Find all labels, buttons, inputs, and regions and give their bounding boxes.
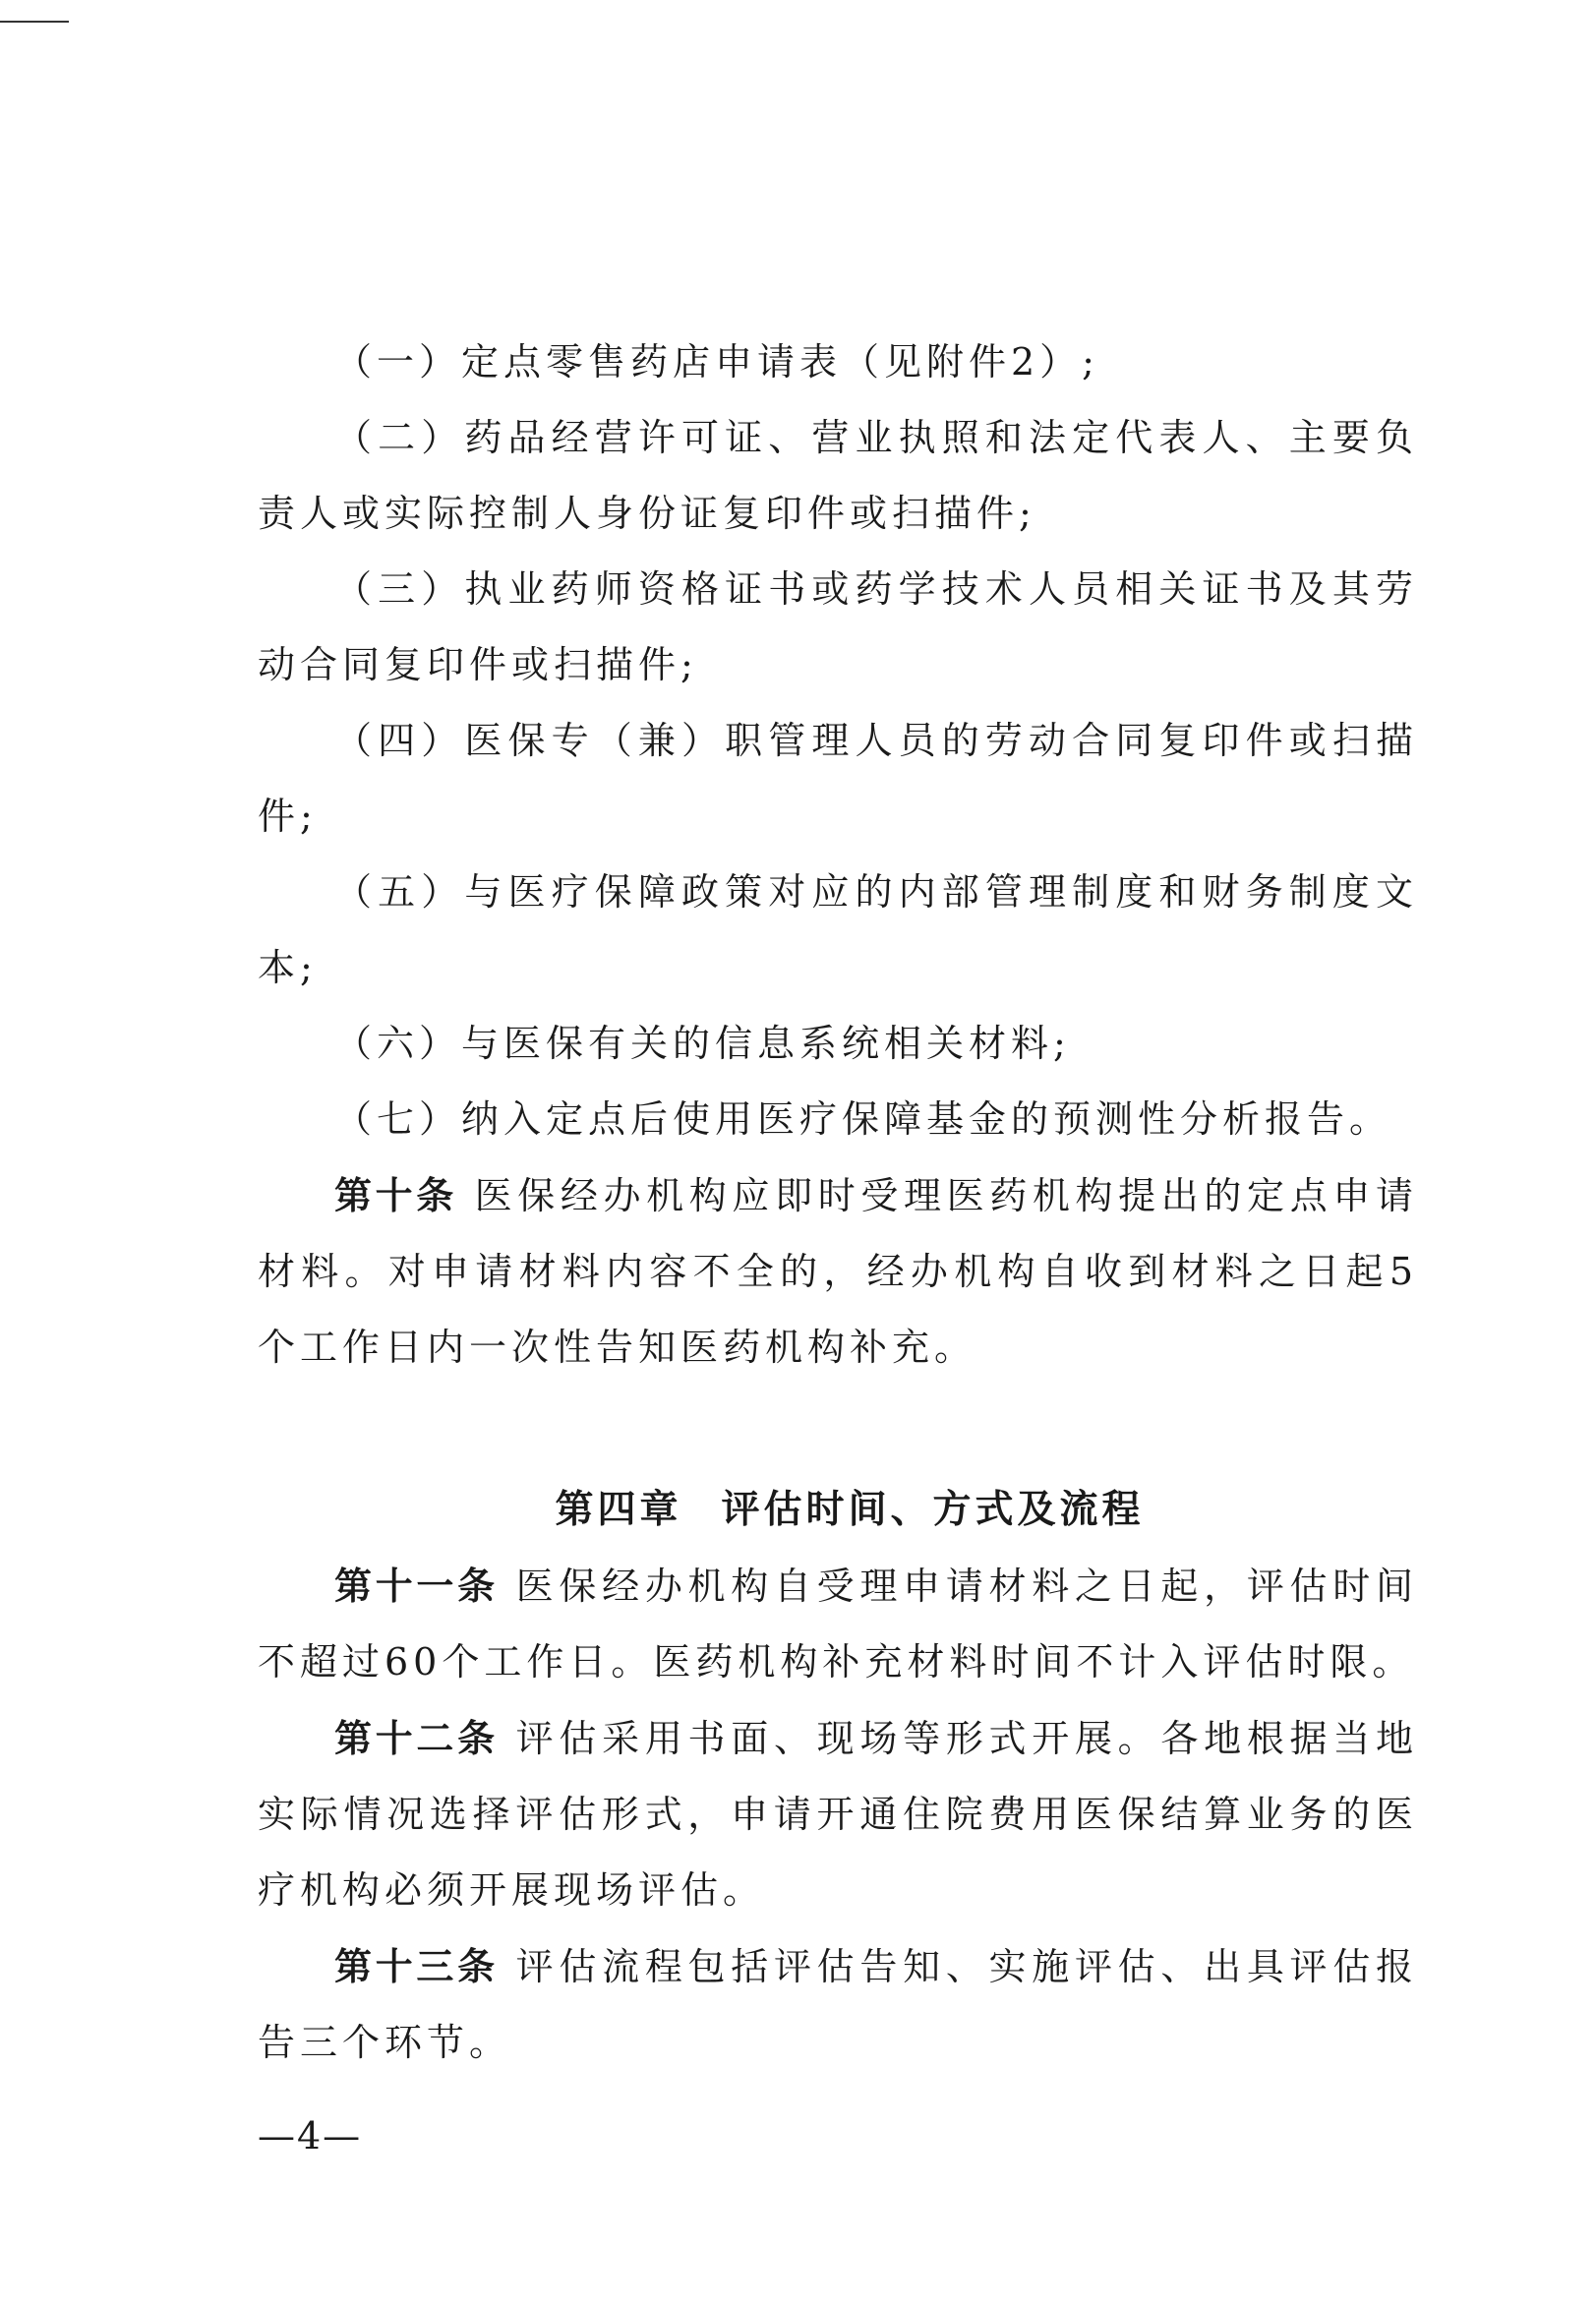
- document-body: [258, 325, 1418, 2081]
- list-item: （一）定点零售药店申请表（见附件2）;: [334, 340, 1099, 384]
- list-item: （四）医保专（兼）职管理人员的劳动合同复印件或扫描件;: [258, 719, 1418, 838]
- top-corner-rule: [0, 21, 69, 23]
- chapter-heading: [258, 1472, 1418, 1548]
- article-11-text: 医保经办机构自受理申请材料之日起，评估时间不超过60个工作日。医药机构补充材料时间不计入评估时限。: [258, 1565, 1418, 1684]
- article-10: [258, 1157, 1418, 1386]
- article-12-label: 第十二条: [334, 1716, 499, 1760]
- article-13-text: 评估流程包括评估告知、实施评估、出具评估报告三个环节。: [258, 1945, 1418, 2064]
- article-13: [258, 1928, 1418, 2081]
- list-item: （六）与医保有关的信息系统相关材料;: [334, 1022, 1071, 1065]
- list-item: （三）执业药师资格证书或药学技术人员相关证书及其劳动合同复印件或扫描件;: [258, 567, 1418, 686]
- page-number: —4—: [258, 2114, 363, 2157]
- article-13-label: 第十三条: [334, 1944, 499, 1988]
- chapter-number: 第四章: [555, 1488, 682, 1532]
- list-item: （七）纳入定点后使用医疗保障基金的预测性分析报告。: [334, 1097, 1392, 1141]
- article-10-label: 第十条: [334, 1173, 457, 1217]
- article-12: [258, 1700, 1418, 1928]
- article-10-text: 医保经办机构应即时受理医药机构提出的定点申请材料。对申请材料内容不全的，经办机构自收到材料之日起5个工作日内一次性告知医药机构补充。: [258, 1174, 1418, 1369]
- chapter-title: 评估时间、方式及流程: [721, 1488, 1145, 1532]
- list-item: （二）药品经营许可证、营业执照和法定代表人、主要负责人或实际控制人身份证复印件或扫描件;: [258, 416, 1418, 535]
- article-11: [258, 1548, 1418, 1700]
- list-item: （五）与医疗保障政策对应的内部管理制度和财务制度文本;: [258, 870, 1418, 989]
- article-11-label: 第十一条: [334, 1564, 499, 1608]
- article-12-text: 评估采用书面、现场等形式开展。各地根据当地实际情况选择评估形式，申请开通住院费用医保结算业务的医疗机构必须开展现场评估。: [258, 1717, 1418, 1912]
